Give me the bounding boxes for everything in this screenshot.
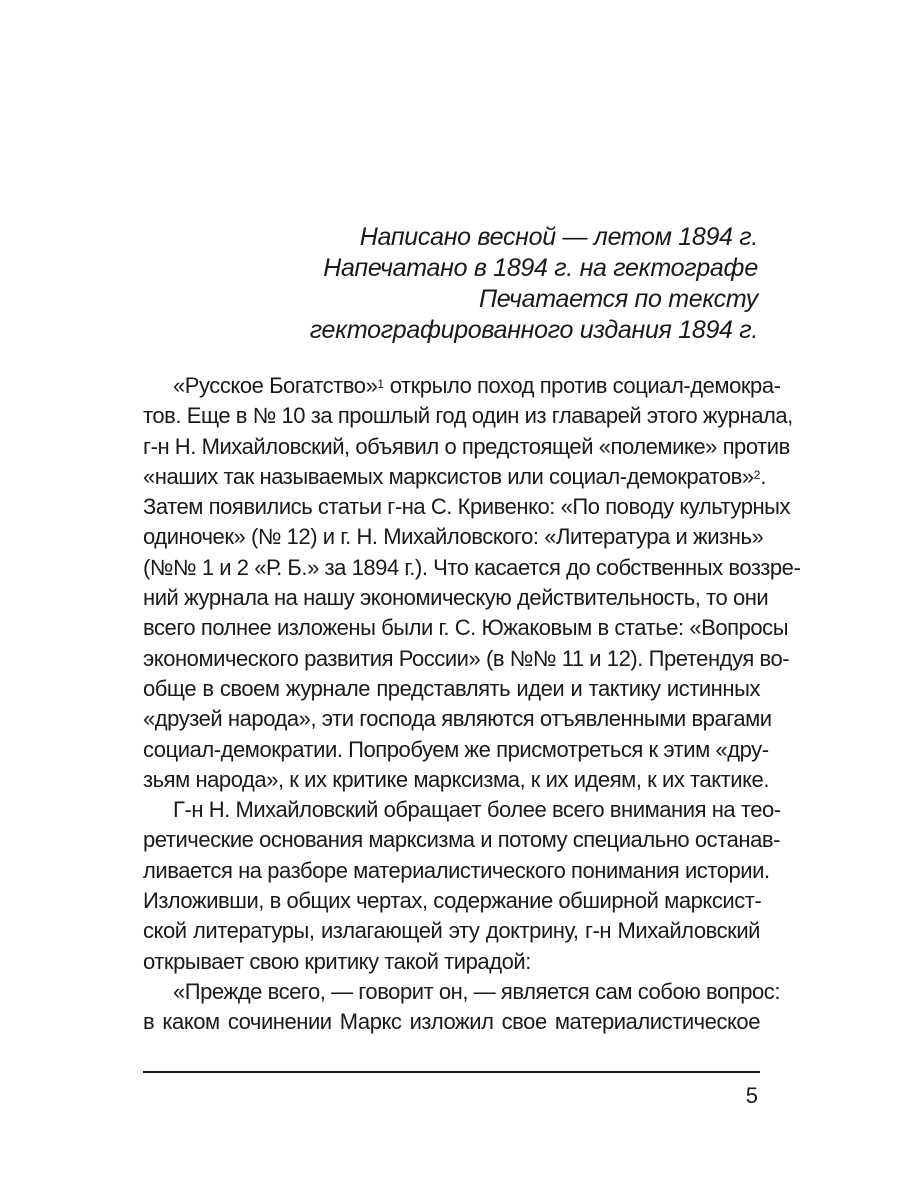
text-line: ний журнала на нашу экономическую действительность, то они <box>143 585 769 611</box>
text-line: одиночек» (№ 12) и г. Н. Михайловского: «Литература и жизнь» <box>143 524 764 550</box>
footer-rule <box>143 1071 760 1073</box>
footnote-ref[interactable]: 1 <box>377 377 385 391</box>
text-line: в каком сочинении Маркс изложил свое материалистическое <box>143 1009 760 1035</box>
text-line: «наших так называемых марксистов или социал-демократов»$^2$. <box>143 463 767 489</box>
text-line: тов. Еще в № 10 за прошлый год один из главарей этого журнала, <box>143 403 793 429</box>
epigraph-line: Напечатано в 1894 г. на гектографе <box>323 254 758 282</box>
epigraph-line: гектографированного издания 1894 г. <box>309 316 758 344</box>
main-text <box>143 371 801 1038</box>
text-line: всего полнее изложены были г. С. Южаковым в статье: «Вопросы <box>143 615 789 641</box>
epigraph-line: Написано весной — летом 1894 г. <box>359 223 758 251</box>
footnote-ref[interactable]: 2 <box>753 467 761 482</box>
text-line: открывает свою критику такой тирадой: <box>143 948 531 974</box>
text-line: Затем появились статьи г-на С. Кривенко: «По поводу культурных <box>143 494 791 520</box>
epigraph <box>238 222 758 346</box>
text-line: социал-демократии. Попробуем же присмотреться к этим «дру- <box>143 736 769 762</box>
text-line: «Прежде всего, — говорит он, — является сам собою вопрос: <box>173 978 780 1004</box>
text-line: (№№ 1 и 2 «Р. Б.» за 1894 г.). Что касается до собственных воззре- <box>143 554 801 580</box>
text-line: г-н Н. Михайловский, объявил о предстоящей «полемике» против <box>143 433 790 459</box>
text-line: «друзей народа», эти господа являются отъявленными врагами <box>143 706 772 732</box>
text-line: Г-н Н. Михайловский обращает более всего внимания на тео- <box>173 797 781 823</box>
text-line: ретические основания марксизма и потому специально останав- <box>143 827 780 853</box>
text-line: Изложивши, в общих чертах, содержание обширной марксист- <box>143 888 762 914</box>
text-line: экономического развития России» (в №№ 11 и 12). Претендуя во- <box>143 645 790 671</box>
page-number: 5 <box>745 1083 758 1108</box>
text-line: «Русское Богатство»$^1$ открыло поход против социал-демокра- <box>173 373 781 398</box>
epigraph-line: Печатается по тексту <box>478 285 758 313</box>
text-line: ливается на разборе материалистического понимания истории. <box>143 857 770 883</box>
text-line: обще в своем журнале представлять идеи и тактику истинных <box>143 675 760 701</box>
text-line: ской литературы, излагающей эту доктрину, г-н Михайловский <box>143 918 760 944</box>
text-line: зьям народа», к их критике марксизма, к их идеям, к их тактике. <box>143 766 769 792</box>
